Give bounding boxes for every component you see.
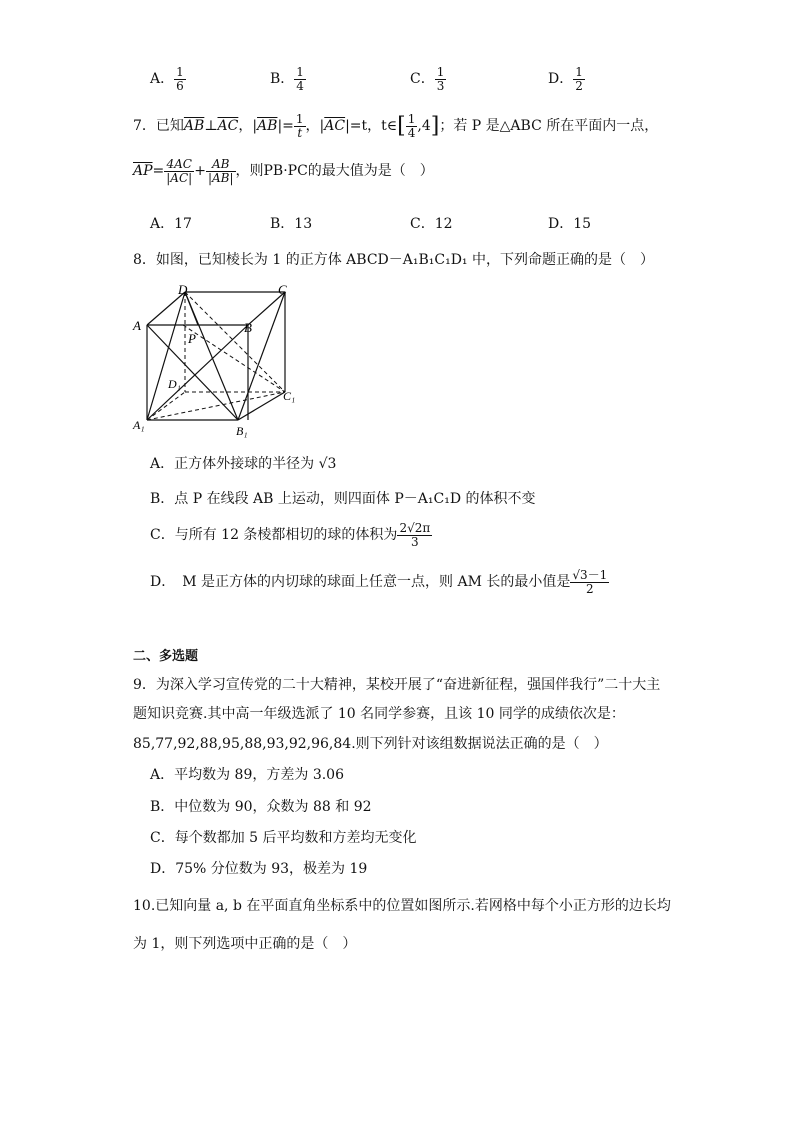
q7-option-a: A．17 <box>150 216 192 232</box>
q8-option-d: D． M 是正方体的内切球的球面上任意一点，则 AM 长的最小值是 $\frac{√3-1}{2}$ <box>150 568 608 596</box>
q7-option-c: C．12 <box>410 216 453 232</box>
q9-option-d: D．75% 分位数为 93，极差为 19 <box>150 861 368 877</box>
cube-figure <box>128 280 308 440</box>
q9-option-a: A．平均数为 89，方差为 3.06 <box>150 767 344 783</box>
q7-option-d: D．15 <box>548 216 592 232</box>
q8-option-a: A．正方体外接球的半径为 √3 <box>150 456 337 472</box>
label-d: D <box>178 282 188 297</box>
q9-line1: 9．为深入学习宣传党的二十大精神，某校开展了“奋进新征程，强国伴我行”二十大主 <box>133 677 661 693</box>
q10-line2: 为 1，则下列选项中正确的是（ ） <box>133 936 357 952</box>
q6-option-d: D． $\frac{1}{2}$ <box>548 65 583 93</box>
q7-equation: $\overline{AP}=$ $\frac{4AC}{|AC|}$ + $\frac{AB}{|AB|}$ ，则PB·PC的最大值为是（ ） <box>133 157 434 185</box>
label-d1: D₁ <box>168 377 181 391</box>
label-p: P <box>188 331 196 346</box>
label-a: A <box>133 318 141 333</box>
q9-line3: 85,77,92,88,95,88,93,92,96,84.则下列针对该组数据说法正确的是（ ） <box>133 736 608 752</box>
q9-option-c: C．每个数都加 5 后平均数和方差均无变化 <box>150 830 417 846</box>
q6-option-a: A． $\frac{1}{6}$ <box>150 65 184 93</box>
label-a1: A₁ <box>133 418 145 432</box>
q7-option-b: B．13 <box>270 216 313 232</box>
q8-stem: 8．如图，已知棱长为 1 的正方体 ABCD－A₁B₁C₁D₁ 中，下列命题正确的是（ ） <box>133 252 654 268</box>
q10-line1: 10.已知向量 a, b 在平面直角坐标系中的位置如图所示.若网格中每个小正方形的边长均 <box>133 898 671 914</box>
section-title: 二、多选题 <box>133 649 199 664</box>
q8-option-b: B．点 P 在线段 AB 上运动，则四面体 P－A₁C₁D 的体积不变 <box>150 491 536 507</box>
q6-option-b: B． $\frac{1}{4}$ <box>270 65 304 93</box>
q7-stem: 7．已知$\overline{AB}\perp\overline{AC}$，$|\overline{AB}|=$ $\frac{1}{t}$ ，$|\overline{AC}|=t$，t∈[ $\frac{1}{4}$ ,4]；若 P 是△ABC 所在平面内一点， <box>133 112 659 140</box>
q9-line2: 题知识竞赛.其中高一年级选派了 10 名同学参赛，且该 10 同学的成绩依次是： <box>133 706 625 722</box>
label-c1: C₁ <box>283 389 296 403</box>
label-b1: B₁ <box>236 424 248 438</box>
label-b: B <box>244 320 252 335</box>
q9-option-b: B．中位数为 90，众数为 88 和 92 <box>150 799 372 815</box>
q6-option-c: C． $\frac{1}{3}$ <box>410 65 445 93</box>
label-c: C <box>278 282 287 297</box>
q8-option-c: C．与所有 12 条棱都相切的球的体积为 $\frac{2√2\pi}{3}$ <box>150 521 431 549</box>
